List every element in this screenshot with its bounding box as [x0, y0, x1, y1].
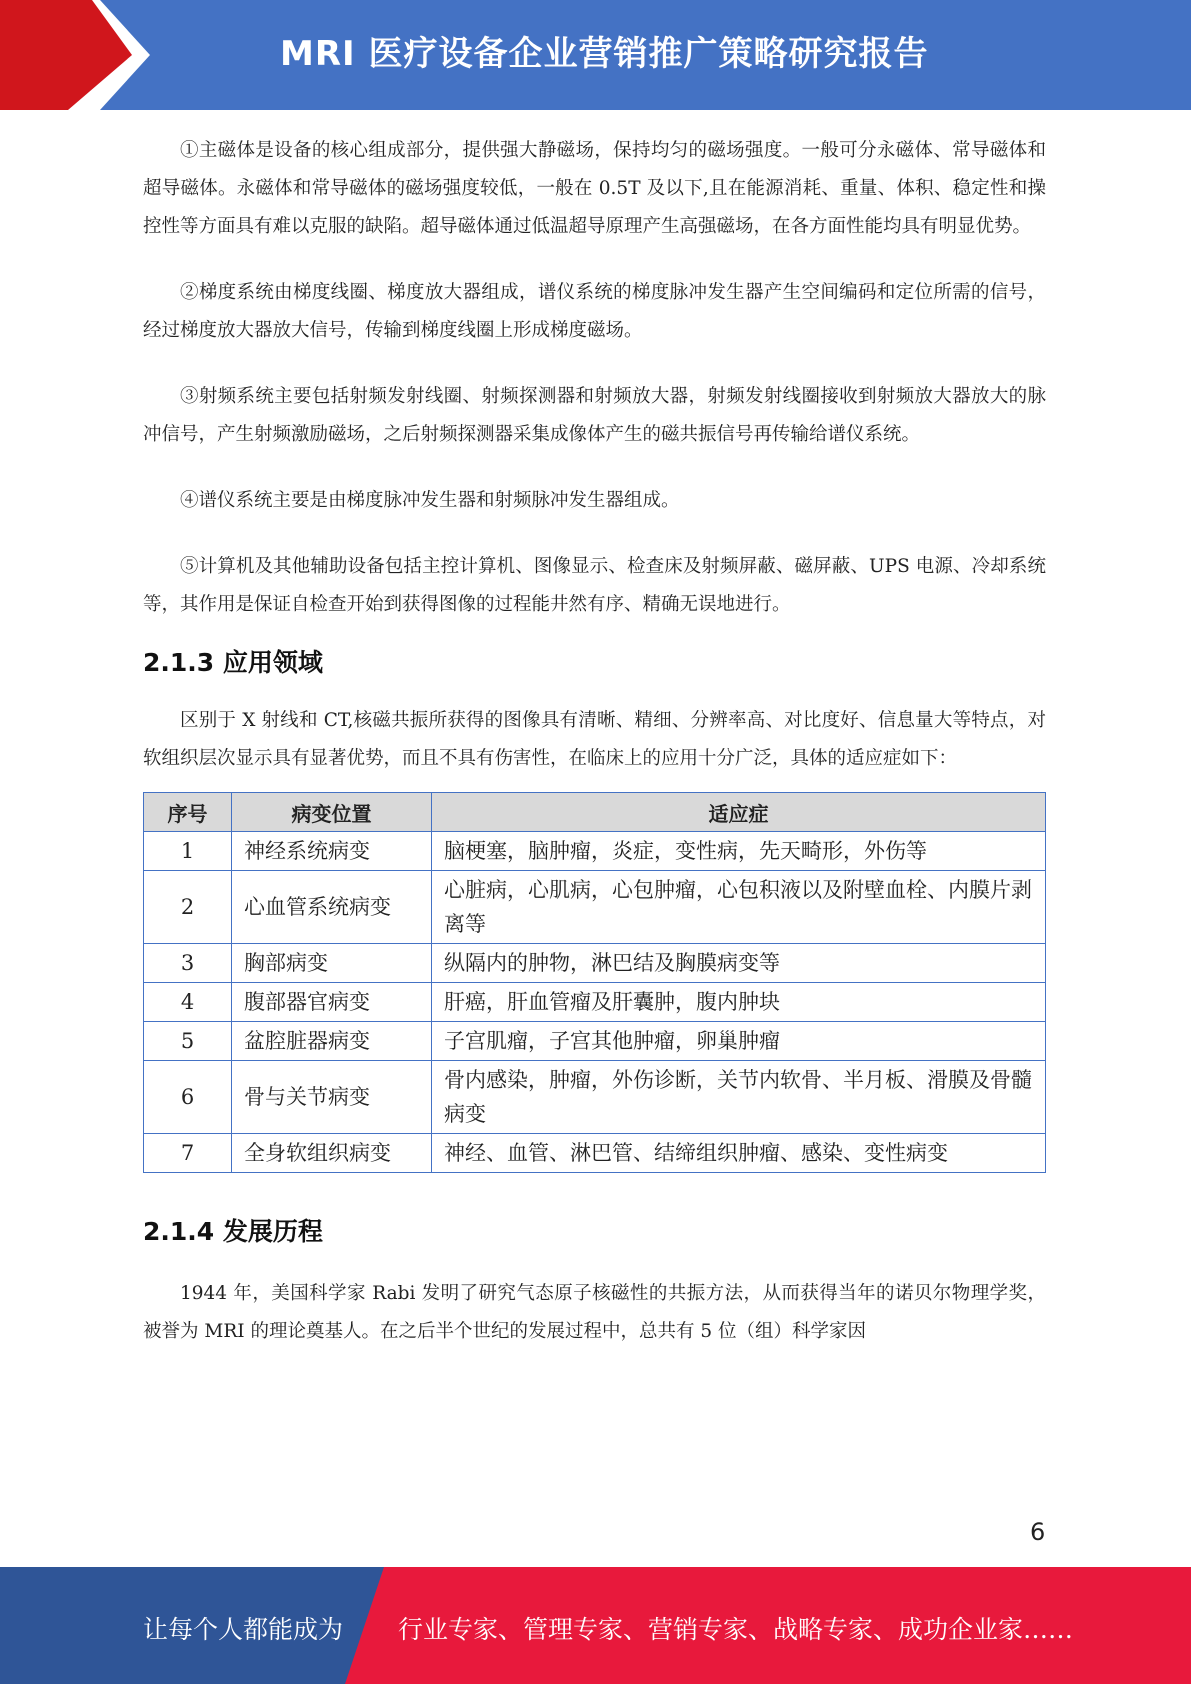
cell-location: 全身软组织病变	[232, 1134, 432, 1173]
paragraph-spectrometer: ④谱仪系统主要是由梯度脉冲发生器和射频脉冲发生器组成。	[180, 490, 680, 511]
cell-index: 3	[144, 944, 232, 983]
cell-location: 腹部器官病变	[232, 983, 432, 1022]
cell-location: 神经系统病变	[232, 832, 432, 871]
indications-table	[143, 792, 1046, 1173]
table-row	[144, 944, 1046, 983]
cell-index: 6	[144, 1061, 232, 1134]
paragraph-main-magnet: ①主磁体是设备的核心组成部分，提供强大静磁场，保持均匀的磁场强度。一般可分永磁体、常导磁体和超导磁体。永磁体和常导磁体的磁场强度较低，一般在 0.5T 及以下,且在能源消耗、重量、体积、稳定性和操控性等方面具有难以克服的缺陷。超导磁体通过低温超导原理产生高强磁场，在各方面性能均具有明显优势。	[143, 140, 1046, 237]
paragraph-history: 1944 年，美国科学家 Rabi 发明了研究气态原子核磁性的共振方法，从而获得当年的诺贝尔物理学奖，被誉为 MRI 的理论奠基人。在之后半个世纪的发展过程中，总共有 5 位（组）科学家因	[143, 1283, 1046, 1342]
header-indications: 适应症	[432, 793, 1046, 832]
table-row	[144, 1061, 1046, 1134]
cell-index: 1	[144, 832, 232, 871]
header-location: 病变位置	[232, 793, 432, 832]
header-index: 序号	[144, 793, 232, 832]
page-footer	[0, 1567, 1191, 1684]
table-row	[144, 832, 1046, 871]
cell-indications: 脑梗塞，脑肿瘤，炎症，变性病，先天畸形，外伤等	[432, 832, 1046, 871]
cell-location: 盆腔脏器病变	[232, 1022, 432, 1061]
cell-indications: 神经、血管、淋巴管、结缔组织肿瘤、感染、变性病变	[432, 1134, 1046, 1173]
cell-indications: 纵隔内的肿物，淋巴结及胸膜病变等	[432, 944, 1046, 983]
paragraph-rf-system: ③射频系统主要包括射频发射线圈、射频探测器和射频放大器，射频发射线圈接收到射频放大器放大的脉冲信号，产生射频激励磁场，之后射频探测器采集成像体产生的磁共振信号再传输给谱仪系统。	[143, 386, 1046, 445]
paragraph-gradient-system: ②梯度系统由梯度线圈、梯度放大器组成，谱仪系统的梯度脉冲发生器产生空间编码和定位所需的信号，经过梯度放大器放大信号，传输到梯度线圈上形成梯度磁场。	[143, 282, 1046, 341]
cell-indications: 骨内感染，肿瘤，外伤诊断，关节内软骨、半月板、滑膜及骨髓病变	[432, 1061, 1046, 1134]
cell-location: 心血管系统病变	[232, 871, 432, 944]
report-title: MRI 医疗设备企业营销推广策略研究报告	[280, 34, 929, 74]
page-content	[143, 132, 1046, 1351]
cell-index: 5	[144, 1022, 232, 1061]
paragraph-applications-intro: 区别于 X 射线和 CT,核磁共振所获得的图像具有清晰、精细、分辨率高、对比度好、信息量大等特点，对软组织层次显示具有显著优势，而且不具有伤害性，在临床上的应用十分广泛，具体的适应症如下：	[143, 710, 1046, 769]
section-heading-history: 2.1.4 发展历程	[143, 1217, 323, 1246]
footer-slogan-left: 让每个人都能成为	[143, 1615, 344, 1644]
cell-index: 7	[144, 1134, 232, 1173]
table-row	[144, 1134, 1046, 1173]
section-heading-applications: 2.1.3 应用领域	[143, 648, 323, 677]
table-row	[144, 983, 1046, 1022]
cell-indications: 肝癌，肝血管瘤及肝囊肿，腹内肿块	[432, 983, 1046, 1022]
page-number: 6	[1030, 1518, 1046, 1546]
cell-location: 胸部病变	[232, 944, 432, 983]
footer-slogan-right: 行业专家、管理专家、营销专家、战略专家、成功企业家……	[398, 1615, 1074, 1644]
paragraph-computer: ⑤计算机及其他辅助设备包括主控计算机、图像显示、检查床及射频屏蔽、磁屏蔽、UPS 电源、冷却系统等，其作用是保证自检查开始到获得图像的过程能井然有序、精确无误地进行。	[143, 556, 1046, 615]
table-header-row	[144, 793, 1046, 832]
cell-location: 骨与关节病变	[232, 1061, 432, 1134]
cell-index: 4	[144, 983, 232, 1022]
cell-index: 2	[144, 871, 232, 944]
cell-indications: 心脏病，心肌病，心包肿瘤，心包积液以及附壁血栓、内膜片剥离等	[432, 871, 1046, 944]
table-row	[144, 1022, 1046, 1061]
page-header	[0, 0, 1191, 110]
table-row	[144, 871, 1046, 944]
cell-indications: 子宫肌瘤，子宫其他肿瘤，卵巢肿瘤	[432, 1022, 1046, 1061]
